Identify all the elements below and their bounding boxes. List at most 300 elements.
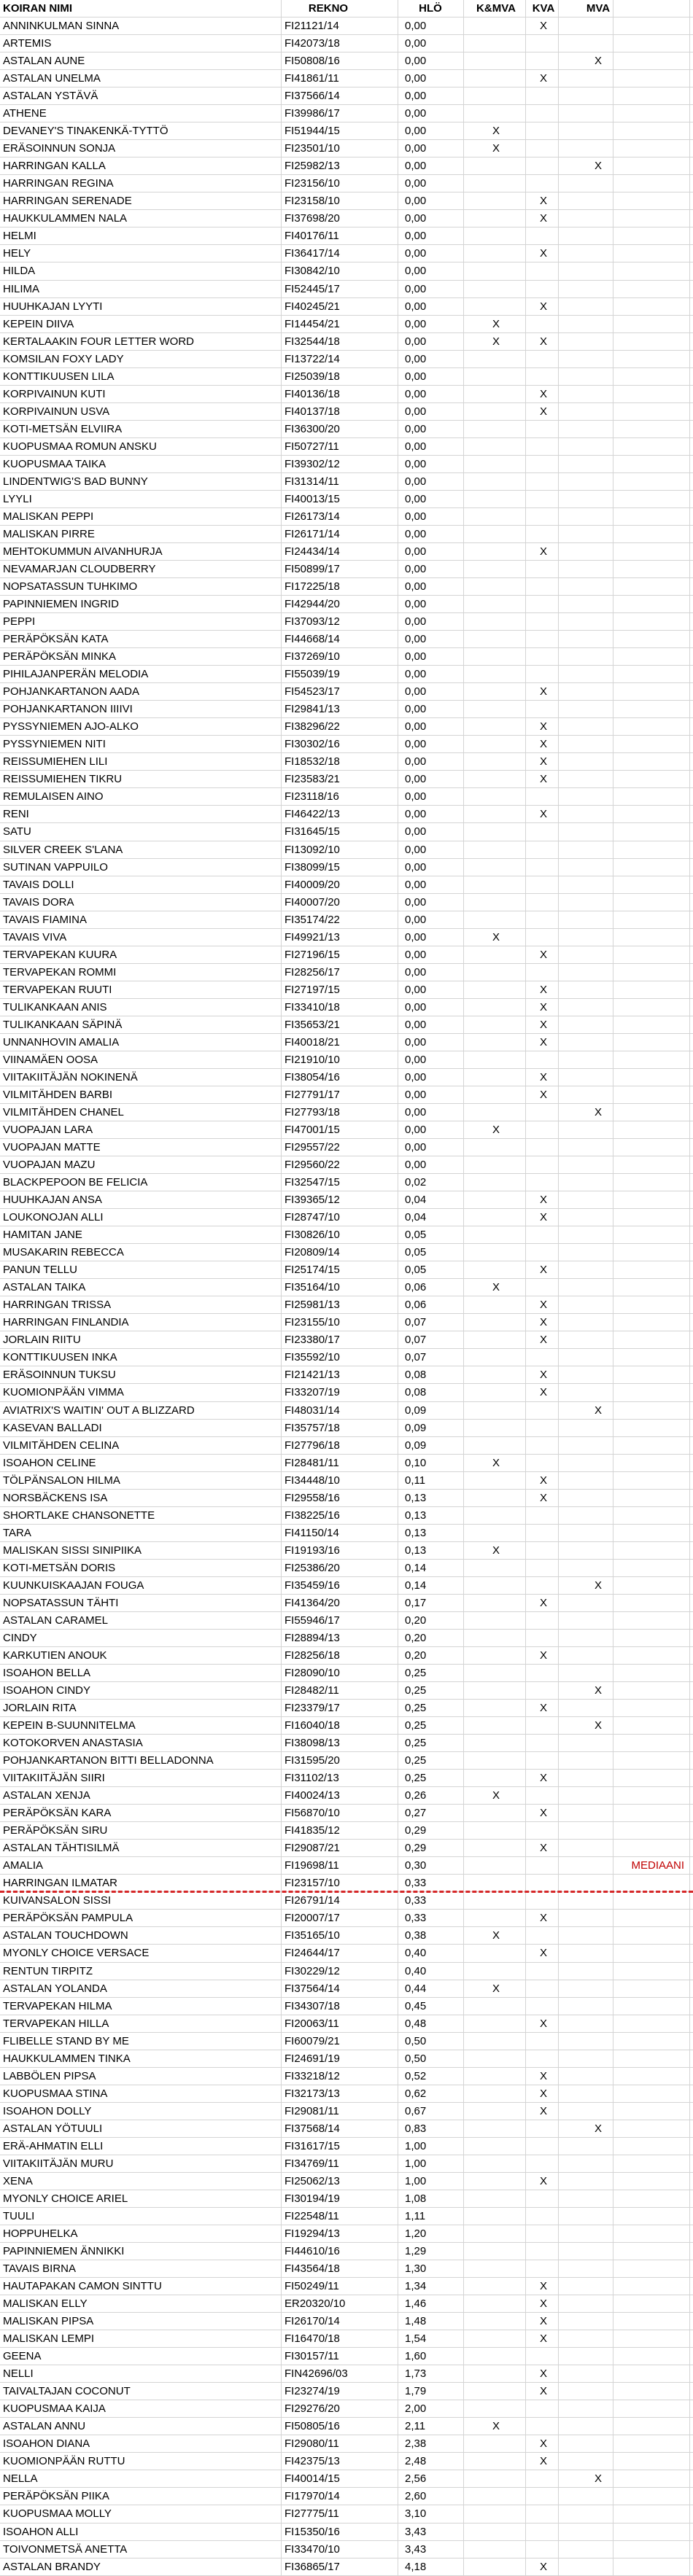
- cell-rekno[interactable]: FI42944/20: [284, 598, 340, 611]
- cell-name[interactable]: RENI: [3, 808, 29, 821]
- cell-name[interactable]: ASTALAN CARAMEL: [3, 1614, 108, 1627]
- cell-kva[interactable]: [529, 1174, 558, 1191]
- cell-name[interactable]: PERÄPÖKSÄN KARA: [3, 1807, 112, 1820]
- table-row[interactable]: [0, 841, 693, 859]
- cell-hlo[interactable]: 0,14: [405, 1579, 427, 1592]
- cell-name[interactable]: KUOMIONPÄÄN VIMMA: [3, 1386, 124, 1399]
- cell-kva[interactable]: [529, 2260, 558, 2277]
- column-header-kmva[interactable]: K&MVA: [476, 2, 516, 15]
- cell-mva[interactable]: [584, 2505, 613, 2522]
- cell-rekno[interactable]: FI23156/10: [284, 177, 340, 190]
- cell-kva[interactable]: [529, 1822, 558, 1839]
- cell-kmva[interactable]: [467, 1331, 525, 1348]
- cell-name[interactable]: HAUKKULAMMEN NALA: [3, 212, 128, 225]
- cell-kmva[interactable]: [467, 1682, 525, 1699]
- cell-mva[interactable]: [584, 1016, 613, 1033]
- cell-hlo[interactable]: 0,25: [405, 1754, 427, 1767]
- cell-rekno[interactable]: FI21910/10: [284, 1053, 340, 1066]
- cell-mva[interactable]: [584, 736, 613, 752]
- table-row[interactable]: [0, 1630, 693, 1647]
- cell-name[interactable]: MALISKAN LEMPI: [3, 2332, 95, 2346]
- cell-mva[interactable]: [584, 2050, 613, 2067]
- table-row[interactable]: [0, 2278, 693, 2295]
- cell-mva[interactable]: [584, 421, 613, 437]
- cell-name[interactable]: NOPSATASSUN TUHKIMO: [3, 580, 138, 594]
- cell-mva[interactable]: [584, 1314, 613, 1331]
- cell-hlo[interactable]: 0,00: [405, 352, 427, 365]
- cell-mva[interactable]: [584, 17, 613, 34]
- cell-kmva[interactable]: [467, 1104, 525, 1121]
- cell-rekno[interactable]: FI18532/18: [284, 755, 340, 768]
- cell-kva[interactable]: [529, 2505, 558, 2522]
- cell-hlo[interactable]: 0,00: [405, 615, 427, 629]
- cell-hlo[interactable]: 0,04: [405, 1194, 427, 1207]
- cell-mva[interactable]: X: [594, 1579, 602, 1592]
- cell-name[interactable]: HARRINGAN KALLA: [3, 160, 106, 173]
- cell-rekno[interactable]: FI35757/18: [284, 1421, 340, 1434]
- cell-mva[interactable]: [584, 999, 613, 1016]
- cell-mva[interactable]: [584, 2138, 613, 2155]
- cell-name[interactable]: ASTALAN TOUCHDOWN: [3, 1929, 128, 1942]
- cell-kmva[interactable]: [467, 2400, 525, 2417]
- cell-kmva[interactable]: X: [492, 125, 500, 138]
- cell-kmva[interactable]: [467, 666, 525, 682]
- cell-mva[interactable]: [584, 1857, 613, 1874]
- table-row[interactable]: [0, 964, 693, 981]
- cell-rekno[interactable]: FI28747/10: [284, 1211, 340, 1224]
- cell-mva[interactable]: [584, 2453, 613, 2470]
- cell-hlo[interactable]: 0,00: [405, 685, 427, 699]
- cell-kmva[interactable]: [467, 1174, 525, 1191]
- cell-hlo[interactable]: 0,00: [405, 125, 427, 138]
- table-row[interactable]: [0, 1472, 693, 1490]
- cell-mva[interactable]: [584, 1226, 613, 1243]
- cell-kva[interactable]: [529, 1630, 558, 1646]
- cell-rekno[interactable]: FI37568/14: [284, 2122, 340, 2135]
- cell-mva[interactable]: [584, 1472, 613, 1489]
- cell-kva[interactable]: X: [539, 1474, 547, 1487]
- table-row[interactable]: [0, 1226, 693, 1244]
- cell-kmva[interactable]: [467, 2524, 525, 2540]
- cell-mva[interactable]: [584, 298, 613, 315]
- cell-kva[interactable]: [529, 1402, 558, 1419]
- cell-hlo[interactable]: 0,00: [405, 895, 427, 908]
- cell-kva[interactable]: [529, 227, 558, 244]
- cell-hlo[interactable]: 0,44: [405, 1982, 427, 1995]
- cell-hlo[interactable]: 0,17: [405, 1596, 427, 1609]
- cell-kva[interactable]: X: [539, 335, 547, 348]
- cell-hlo[interactable]: 0,00: [405, 422, 427, 435]
- table-row[interactable]: [0, 1735, 693, 1752]
- cell-mva[interactable]: [584, 1139, 613, 1156]
- table-row[interactable]: [0, 157, 693, 175]
- cell-kmva[interactable]: X: [492, 1456, 500, 1469]
- cell-hlo[interactable]: 1,54: [405, 2332, 427, 2346]
- cell-kmva[interactable]: [467, 2348, 525, 2365]
- cell-rekno[interactable]: FI14454/21: [284, 317, 340, 330]
- cell-mva[interactable]: [584, 2383, 613, 2400]
- table-row[interactable]: [0, 946, 693, 964]
- cell-name[interactable]: PERÄPÖKSÄN PAMPULA: [3, 1912, 133, 1925]
- cell-name[interactable]: NOPSATASSUN TÄHTI: [3, 1596, 119, 1609]
- cell-hlo[interactable]: 0,40: [405, 1947, 427, 1960]
- cell-name[interactable]: TAVAIS BIRNA: [3, 2262, 77, 2276]
- cell-mva[interactable]: [584, 2068, 613, 2085]
- cell-kva[interactable]: X: [539, 1018, 547, 1031]
- cell-name[interactable]: VIITAKIITÄJÄN NOKINENÄ: [3, 1070, 138, 1083]
- cell-hlo[interactable]: 3,43: [405, 2525, 427, 2538]
- cell-rekno[interactable]: FI32173/13: [284, 2087, 340, 2100]
- cell-kva[interactable]: [529, 87, 558, 104]
- cell-hlo[interactable]: 0,25: [405, 1737, 427, 1750]
- cell-name[interactable]: HAUTAPAKAN CAMON SINTTU: [3, 2280, 162, 2293]
- cell-rekno[interactable]: FI37269/10: [284, 650, 340, 664]
- table-row[interactable]: [0, 473, 693, 491]
- cell-kmva[interactable]: [467, 1156, 525, 1173]
- cell-mva[interactable]: [584, 1156, 613, 1173]
- table-row[interactable]: [0, 2559, 693, 2576]
- cell-rekno[interactable]: FI37566/14: [284, 90, 340, 103]
- cell-name[interactable]: RENTUN TIRPITZ: [3, 1964, 93, 1977]
- cell-rekno[interactable]: FI28256/17: [284, 965, 340, 978]
- table-row[interactable]: [0, 281, 693, 298]
- cell-mva[interactable]: [584, 1331, 613, 1348]
- table-row[interactable]: [0, 1191, 693, 1209]
- cell-name[interactable]: KERTALAAKIN FOUR LETTER WORD: [3, 335, 194, 348]
- cell-kva[interactable]: X: [539, 720, 547, 734]
- cell-kva[interactable]: X: [539, 2280, 547, 2293]
- cell-name[interactable]: AMALIA: [3, 1859, 44, 1872]
- cell-name[interactable]: ATHENE: [3, 107, 47, 120]
- cell-kva[interactable]: X: [539, 247, 547, 260]
- cell-mva[interactable]: [584, 929, 613, 946]
- cell-mva[interactable]: [584, 1455, 613, 1471]
- cell-kmva[interactable]: [467, 1630, 525, 1646]
- cell-kva[interactable]: [529, 1226, 558, 1243]
- cell-kmva[interactable]: [467, 788, 525, 805]
- cell-hlo[interactable]: 0,00: [405, 457, 427, 470]
- cell-kva[interactable]: X: [539, 545, 547, 558]
- cell-kmva[interactable]: [467, 683, 525, 700]
- cell-name[interactable]: HUUHKAJAN ANSA: [3, 1194, 102, 1207]
- cell-rekno[interactable]: FI29081/11: [284, 2104, 339, 2117]
- cell-rekno[interactable]: FI30826/10: [284, 1229, 340, 1242]
- cell-mva[interactable]: [584, 2225, 613, 2242]
- cell-kva[interactable]: [529, 2208, 558, 2225]
- cell-name[interactable]: TULIKANKAAN SÄPINÄ: [3, 1018, 123, 1031]
- cell-mva[interactable]: [584, 2295, 613, 2312]
- cell-mva[interactable]: [584, 2190, 613, 2207]
- table-row[interactable]: [0, 175, 693, 192]
- table-row[interactable]: [0, 140, 693, 157]
- cell-name[interactable]: TERVAPEKAN ROMMI: [3, 965, 117, 978]
- cell-rekno[interactable]: FI30302/16: [284, 738, 340, 751]
- cell-kmva[interactable]: X: [492, 1929, 500, 1942]
- cell-kmva[interactable]: [467, 578, 525, 595]
- cell-kmva[interactable]: [467, 2033, 525, 2050]
- table-row[interactable]: [0, 1314, 693, 1331]
- cell-hlo[interactable]: 0,00: [405, 843, 427, 856]
- cell-rekno[interactable]: FI25981/13: [284, 1299, 340, 1312]
- cell-mva[interactable]: [584, 316, 613, 332]
- cell-kva[interactable]: X: [539, 1211, 547, 1224]
- cell-rekno[interactable]: FI23380/17: [284, 1334, 340, 1347]
- table-row[interactable]: [0, 386, 693, 403]
- cell-mva[interactable]: [584, 2365, 613, 2382]
- table-row[interactable]: [0, 1209, 693, 1226]
- cell-name[interactable]: ASTALAN YSTÄVÄ: [3, 90, 98, 103]
- table-row[interactable]: [0, 2418, 693, 2435]
- cell-mva[interactable]: [584, 1752, 613, 1769]
- cell-name[interactable]: TERVAPEKAN KUURA: [3, 948, 117, 961]
- cell-kva[interactable]: X: [539, 2332, 547, 2346]
- cell-mva[interactable]: [584, 648, 613, 665]
- cell-kmva[interactable]: [467, 2488, 525, 2505]
- cell-name[interactable]: LYYLI: [3, 492, 32, 505]
- cell-mva[interactable]: [584, 1770, 613, 1786]
- cell-hlo[interactable]: 0,00: [405, 440, 427, 453]
- cell-name[interactable]: PERÄPÖKSÄN KATA: [3, 633, 109, 646]
- cell-rekno[interactable]: FI40024/13: [284, 1789, 340, 1802]
- cell-kva[interactable]: [529, 1104, 558, 1121]
- cell-mva[interactable]: [584, 140, 613, 157]
- table-row[interactable]: [0, 1104, 693, 1121]
- table-row[interactable]: [0, 1875, 693, 1892]
- cell-hlo[interactable]: 0,02: [405, 1176, 427, 1189]
- table-row[interactable]: [0, 105, 693, 122]
- cell-kmva[interactable]: X: [492, 142, 500, 155]
- cell-mva[interactable]: [584, 683, 613, 700]
- cell-kmva[interactable]: [467, 2050, 525, 2067]
- cell-kva[interactable]: X: [539, 72, 547, 85]
- cell-hlo[interactable]: 2,56: [405, 2472, 427, 2486]
- cell-hlo[interactable]: 0,20: [405, 1631, 427, 1644]
- cell-rekno[interactable]: FI16470/18: [284, 2332, 340, 2346]
- cell-kva[interactable]: [529, 1682, 558, 1699]
- cell-mva[interactable]: [584, 2260, 613, 2277]
- table-row[interactable]: [0, 2470, 693, 2488]
- cell-kva[interactable]: X: [539, 2017, 547, 2030]
- cell-kva[interactable]: [529, 876, 558, 893]
- cell-rekno[interactable]: FI17225/18: [284, 580, 340, 594]
- cell-mva[interactable]: [584, 438, 613, 455]
- cell-rekno[interactable]: FI31595/20: [284, 1754, 340, 1767]
- cell-rekno[interactable]: FI35592/10: [284, 1351, 340, 1364]
- cell-kva[interactable]: X: [539, 2297, 547, 2311]
- cell-rekno[interactable]: FI13092/10: [284, 843, 340, 856]
- cell-kmva[interactable]: [467, 1314, 525, 1331]
- cell-name[interactable]: LINDENTWIG'S BAD BUNNY: [3, 475, 148, 488]
- cell-kva[interactable]: [529, 823, 558, 840]
- cell-hlo[interactable]: 0,00: [405, 790, 427, 803]
- cell-rekno[interactable]: FI28090/10: [284, 1666, 340, 1679]
- table-row[interactable]: [0, 2453, 693, 2470]
- cell-rekno[interactable]: FI37698/20: [284, 212, 340, 225]
- cell-name[interactable]: HELMI: [3, 230, 36, 243]
- cell-kmva[interactable]: [467, 2225, 525, 2242]
- cell-rekno[interactable]: FI19294/13: [284, 2227, 340, 2240]
- cell-hlo[interactable]: 0,00: [405, 878, 427, 891]
- cell-kva[interactable]: [529, 2033, 558, 2050]
- cell-hlo[interactable]: 0,38: [405, 1929, 427, 1942]
- cell-rekno[interactable]: FI30842/10: [284, 265, 340, 278]
- cell-name[interactable]: TAVAIS FIAMINA: [3, 913, 88, 926]
- cell-kmva[interactable]: [467, 911, 525, 928]
- cell-rekno[interactable]: FI29841/13: [284, 703, 340, 716]
- cell-rekno[interactable]: FI30194/19: [284, 2192, 340, 2205]
- cell-kva[interactable]: [529, 2138, 558, 2155]
- cell-name[interactable]: ASTALAN AUNE: [3, 55, 85, 68]
- cell-rekno[interactable]: FI50808/16: [284, 55, 340, 68]
- cell-hlo[interactable]: 0,00: [405, 668, 427, 681]
- cell-hlo[interactable]: 2,48: [405, 2455, 427, 2468]
- table-row[interactable]: [0, 2435, 693, 2453]
- cell-rekno[interactable]: FI34307/18: [284, 1999, 340, 2012]
- cell-mva[interactable]: [584, 87, 613, 104]
- cell-rekno[interactable]: FI42375/13: [284, 2455, 340, 2468]
- table-row[interactable]: [0, 1998, 693, 2015]
- cell-kva[interactable]: [529, 1437, 558, 1454]
- cell-kmva[interactable]: [467, 1647, 525, 1664]
- cell-hlo[interactable]: 0,20: [405, 1649, 427, 1662]
- cell-kva[interactable]: [529, 175, 558, 192]
- table-row[interactable]: [0, 1647, 693, 1665]
- table-row[interactable]: [0, 561, 693, 578]
- cell-name[interactable]: VILMITÄHDEN BARBI: [3, 1088, 113, 1101]
- cell-rekno[interactable]: FI36417/14: [284, 247, 340, 260]
- table-row[interactable]: [0, 1455, 693, 1472]
- cell-mva[interactable]: [584, 823, 613, 840]
- cell-kva[interactable]: X: [539, 983, 547, 996]
- cell-mva[interactable]: [584, 2435, 613, 2452]
- table-row[interactable]: [0, 1525, 693, 1542]
- cell-rekno[interactable]: FI29276/20: [284, 2402, 340, 2416]
- cell-kva[interactable]: X: [539, 2385, 547, 2398]
- table-row[interactable]: [0, 736, 693, 753]
- cell-mva[interactable]: X: [594, 1105, 602, 1118]
- cell-hlo[interactable]: 0,25: [405, 1666, 427, 1679]
- table-row[interactable]: [0, 351, 693, 368]
- cell-kva[interactable]: X: [539, 1316, 547, 1329]
- table-row[interactable]: [0, 1665, 693, 1682]
- cell-name[interactable]: MALISKAN PEPPI: [3, 510, 94, 523]
- cell-rekno[interactable]: FI39365/12: [284, 1194, 340, 1207]
- table-row[interactable]: [0, 2190, 693, 2208]
- table-row[interactable]: [0, 1752, 693, 1770]
- table-row[interactable]: [0, 227, 693, 245]
- cell-rekno[interactable]: FI35459/16: [284, 1579, 340, 1592]
- cell-hlo[interactable]: 0,25: [405, 1772, 427, 1785]
- cell-kva[interactable]: [529, 2225, 558, 2242]
- cell-name[interactable]: KUOMIONPÄÄN RUTTU: [3, 2455, 125, 2468]
- cell-mva[interactable]: [584, 771, 613, 787]
- cell-name[interactable]: VUOPAJAN MATTE: [3, 1141, 101, 1154]
- cell-hlo[interactable]: 0,00: [405, 20, 427, 33]
- cell-name[interactable]: KUUNKUISKAAJAN FOUGA: [3, 1579, 144, 1592]
- cell-name[interactable]: MYONLY CHOICE VERSACE: [3, 1947, 150, 1960]
- cell-rekno[interactable]: FI21121/14: [284, 20, 339, 33]
- cell-kmva[interactable]: [467, 613, 525, 630]
- cell-rekno[interactable]: FI27775/11: [284, 2507, 339, 2521]
- cell-kva[interactable]: [529, 438, 558, 455]
- cell-kmva[interactable]: [467, 192, 525, 209]
- cell-mva[interactable]: [584, 1787, 613, 1804]
- cell-name[interactable]: PYSSYNIEMEN AJO-ALKO: [3, 720, 139, 734]
- cell-rekno[interactable]: FI29560/22: [284, 1159, 340, 1172]
- table-row[interactable]: [0, 718, 693, 736]
- table-row[interactable]: [0, 1717, 693, 1735]
- cell-kmva[interactable]: [467, 1665, 525, 1681]
- cell-name[interactable]: KONTTIKUUSEN INKA: [3, 1351, 117, 1364]
- cell-kva[interactable]: [529, 2470, 558, 2487]
- cell-rekno[interactable]: FI25386/20: [284, 1561, 340, 1574]
- cell-hlo[interactable]: 0,00: [405, 230, 427, 243]
- cell-hlo[interactable]: 0,00: [405, 1035, 427, 1048]
- cell-hlo[interactable]: 0,20: [405, 1614, 427, 1627]
- cell-mva[interactable]: X: [594, 55, 602, 68]
- cell-rekno[interactable]: FI19193/16: [284, 1544, 340, 1557]
- cell-name[interactable]: ASTALAN YÖTUULI: [3, 2122, 103, 2135]
- cell-kmva[interactable]: [467, 262, 525, 279]
- cell-hlo[interactable]: 0,00: [405, 510, 427, 523]
- table-row[interactable]: [0, 1612, 693, 1630]
- cell-mva[interactable]: [584, 1805, 613, 1821]
- cell-mva[interactable]: [584, 1980, 613, 1997]
- cell-hlo[interactable]: 0,06: [405, 1299, 427, 1312]
- cell-kmva[interactable]: [467, 105, 525, 122]
- cell-kva[interactable]: [529, 788, 558, 805]
- column-header-kva[interactable]: KVA: [532, 2, 555, 15]
- table-row[interactable]: [0, 683, 693, 701]
- cell-mva[interactable]: [584, 753, 613, 770]
- cell-hlo[interactable]: 0,09: [405, 1421, 427, 1434]
- cell-kmva[interactable]: [467, 52, 525, 69]
- cell-name[interactable]: TARA: [3, 1526, 31, 1539]
- cell-kva[interactable]: [529, 648, 558, 665]
- cell-name[interactable]: KARKUTIEN ANOUK: [3, 1649, 107, 1662]
- cell-rekno[interactable]: FI35174/22: [284, 913, 340, 926]
- cell-kva[interactable]: [529, 2524, 558, 2540]
- table-row[interactable]: [0, 1700, 693, 1717]
- cell-rekno[interactable]: FI50727/11: [284, 440, 339, 453]
- cell-hlo[interactable]: 0,62: [405, 2087, 427, 2100]
- cell-name[interactable]: HILDA: [3, 265, 36, 278]
- cell-kmva[interactable]: [467, 35, 525, 52]
- cell-mva[interactable]: [584, 946, 613, 963]
- cell-name[interactable]: MALISKAN PIRRE: [3, 527, 95, 540]
- cell-rekno[interactable]: FI17970/14: [284, 2490, 340, 2503]
- cell-hlo[interactable]: 0,00: [405, 72, 427, 85]
- cell-hlo[interactable]: 0,00: [405, 755, 427, 768]
- cell-mva[interactable]: [584, 1420, 613, 1436]
- cell-kmva[interactable]: [467, 1595, 525, 1611]
- cell-mva[interactable]: [584, 1525, 613, 1541]
- cell-name[interactable]: ASTALAN TAIKA: [3, 1281, 86, 1294]
- cell-kmva[interactable]: [467, 1244, 525, 1261]
- cell-rekno[interactable]: FI23155/10: [284, 1316, 340, 1329]
- table-row[interactable]: [0, 1980, 693, 1998]
- table-row[interactable]: [0, 648, 693, 666]
- cell-kva[interactable]: X: [539, 195, 547, 208]
- cell-rekno[interactable]: FI40137/18: [284, 405, 340, 418]
- cell-mva[interactable]: [584, 1437, 613, 1454]
- cell-kva[interactable]: [529, 1507, 558, 1524]
- cell-rekno[interactable]: FI38054/16: [284, 1070, 340, 1083]
- cell-kmva[interactable]: [467, 2173, 525, 2190]
- cell-mva[interactable]: [584, 1945, 613, 1961]
- cell-hlo[interactable]: 2,60: [405, 2490, 427, 2503]
- cell-name[interactable]: KOTI-METSÄN DORIS: [3, 1561, 116, 1574]
